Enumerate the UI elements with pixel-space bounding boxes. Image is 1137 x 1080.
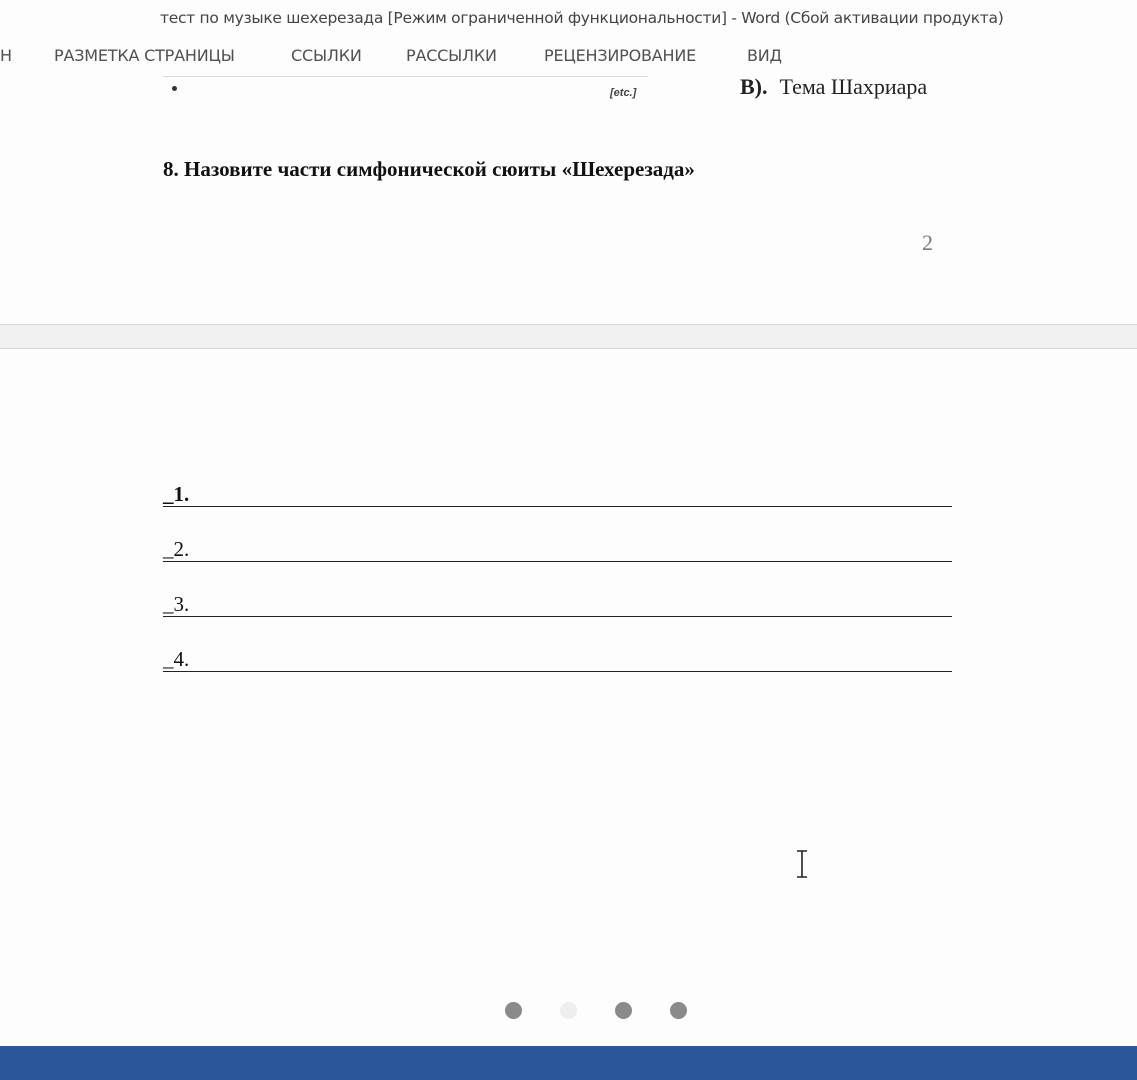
- tab-page-layout[interactable]: РАЗМЕТКА СТРАНИЦЫ: [54, 46, 235, 65]
- tab-design-partial[interactable]: Н: [0, 46, 12, 65]
- answer-line-label: _2.: [163, 537, 190, 561]
- bullet-icon: [172, 86, 177, 91]
- answer-line-4[interactable]: [163, 637, 952, 672]
- answer-line-3[interactable]: [163, 582, 952, 617]
- window-title: тест по музыке шехерезада [Режим ограниченной функциональности] - Word (Сбой активации продукта): [160, 9, 1004, 27]
- answer-line-1[interactable]: [163, 472, 952, 507]
- answer-line-label: _4.: [163, 647, 190, 671]
- status-bar: [0, 1046, 1137, 1080]
- question-heading: 8. Назовите части симфонической сюиты «Шехерезада»: [163, 157, 695, 181]
- embedded-image-bottom: [163, 76, 648, 103]
- tab-mailings[interactable]: РАССЫЛКИ: [406, 46, 497, 65]
- tab-references[interactable]: ССЫЛКИ: [291, 46, 362, 65]
- title-bar: [0, 0, 1137, 38]
- ribbon-tabs: [0, 38, 1137, 74]
- image-caption: [etc.]: [610, 87, 637, 99]
- answer-line-label: _1.: [163, 482, 190, 506]
- text-cursor-icon: [795, 850, 809, 878]
- answer-line-2[interactable]: [163, 527, 952, 562]
- answer-option-text: Тема Шахриара: [779, 74, 928, 99]
- page-break-gap: [0, 324, 1137, 349]
- answer-option-letter: В).: [740, 74, 768, 99]
- loading-dot: [615, 1002, 632, 1019]
- loading-dot: [505, 1002, 522, 1019]
- answer-line-label: _3.: [163, 592, 190, 616]
- loading-dot: [670, 1002, 687, 1019]
- tab-review[interactable]: РЕЦЕНЗИРОВАНИЕ: [544, 46, 697, 65]
- loading-indicator: [0, 1000, 1137, 1022]
- tab-view[interactable]: ВИД: [747, 46, 782, 65]
- loading-dot: [560, 1002, 577, 1019]
- page-number: 2: [922, 230, 933, 255]
- answer-option: [740, 74, 927, 100]
